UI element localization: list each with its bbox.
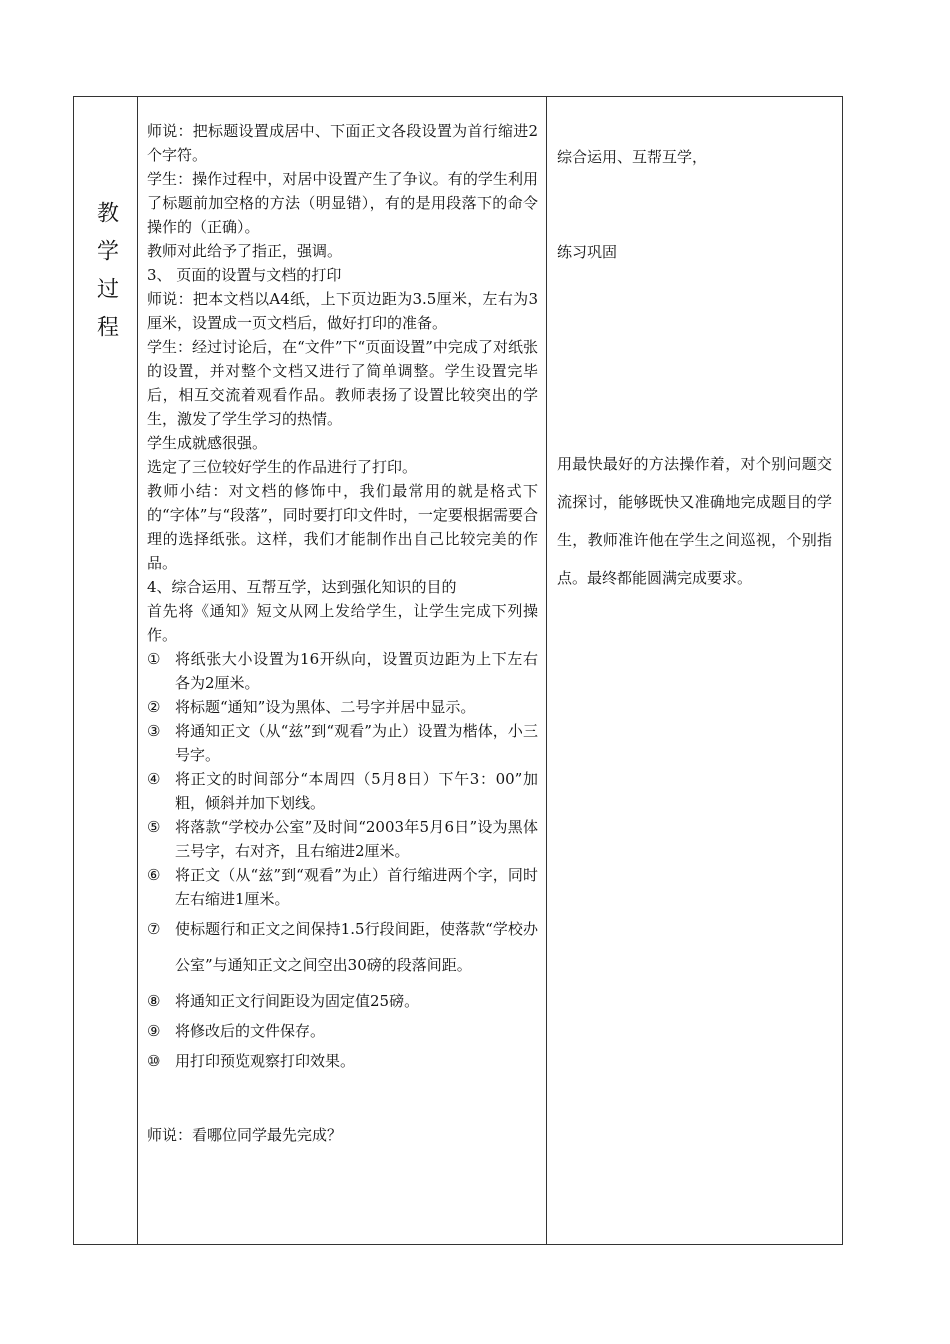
section-heading: 4、综合运用、互帮互学，达到强化知识的目的 xyxy=(147,578,457,596)
list-item xyxy=(147,989,538,1013)
step-text: 将标题“通知”设为黑体、二号字并居中显示。 xyxy=(175,698,476,716)
step-text: 将正文（从“兹”到“观看”为止）首行缩进两个字，同时左右缩进1厘米。 xyxy=(175,866,538,908)
step-number: ⑨ xyxy=(147,1022,161,1040)
paragraph: 教师对此给予了指正，强调。 xyxy=(147,242,343,260)
content-body xyxy=(138,97,546,1147)
notes-cell xyxy=(547,97,843,1245)
step-number: ⑦ xyxy=(147,920,161,938)
closing-line: 师说：看哪位同学最先完成？ xyxy=(147,1126,343,1144)
paragraph: 首先将《通知》短文从网上发给学生，让学生完成下列操作。 xyxy=(147,602,538,644)
list-item xyxy=(147,815,538,863)
content-cell xyxy=(138,97,547,1245)
note-text: 练习巩固 xyxy=(557,243,618,261)
step-text: 将正文的时间部分“本周四（5月8日）下午3：00”加粗，倾斜并加下划线。 xyxy=(175,770,538,812)
spacer xyxy=(147,1079,538,1123)
step-text: 用打印预览观察打印效果。 xyxy=(175,1052,356,1070)
paragraph: 师说：把本文档以A4纸，上下页边距为3.5厘米，左右为3厘米，设置成一页文档后，做好打印的准备。 xyxy=(147,290,538,332)
paragraph: 选定了三位较好学生的作品进行了打印。 xyxy=(147,458,418,476)
step-number: ⑤ xyxy=(147,818,161,836)
step-text: 将修改后的文件保存。 xyxy=(175,1022,326,1040)
step-number: ⑩ xyxy=(147,1052,161,1070)
note-text: 综合运用、互帮互学， xyxy=(557,148,708,166)
note-text: 用最快最好的方法操作着，对个别问题交流探讨，能够既快又准确地完成题目的学生，教师准许他在学生之间巡视，个别指点。最终都能圆满完成要求。 xyxy=(557,455,832,587)
step-text: 将纸张大小设置为16开纵向，设置页边距为上下左右各为2厘米。 xyxy=(175,650,538,692)
list-item xyxy=(147,863,538,911)
paragraph: 学生：操作过程中，对居中设置产生了争议。有的学生利用了标题前加空格的方法（明显错），有的是用段落下的命令操作的（正确）。 xyxy=(147,170,538,236)
section-label-cell xyxy=(74,97,138,1245)
list-item xyxy=(147,767,538,815)
step-number: ⑥ xyxy=(147,866,161,884)
step-text: 将通知正文（从“兹”到“观看”为止）设置为楷体，小三号字。 xyxy=(175,722,538,764)
list-item xyxy=(147,1019,538,1043)
paragraph: 学生成就感很强。 xyxy=(147,434,268,452)
paragraph: 学生：经过讨论后，在“文件”下“页面设置”中完成了对纸张的设置，并对整个文档又进行了简单调整。学生设置完毕后，相互交流着观看作品。教师表扬了设置比较突出的学生，激发了学生学习的热情。 xyxy=(147,338,538,428)
list-item xyxy=(147,695,538,719)
notes-body xyxy=(547,145,842,597)
paragraph: 教师小结：对文档的修饰中，我们最常用的就是格式下的“字体”与“段落”，同时要打印文件时，一定要根据需要合理的选择纸张。这样，我们才能制作出自己比较完美的作品。 xyxy=(147,482,538,572)
step-list xyxy=(147,647,538,1073)
lesson-table xyxy=(73,96,843,1245)
step-number: ④ xyxy=(147,770,161,788)
list-item xyxy=(147,719,538,767)
step-number: ③ xyxy=(147,722,161,740)
step-text: 将通知正文行间距设为固定值25磅。 xyxy=(175,992,420,1010)
section-label: 教学过程 xyxy=(93,201,119,353)
step-text: 将落款“学校办公室”及时间“2003年5月6日”设为黑体三号字，右对齐，且右缩进2厘米。 xyxy=(175,818,538,860)
list-item xyxy=(147,1049,538,1073)
list-item xyxy=(147,911,538,983)
paragraph: 师说：把标题设置成居中、下面正文各段设置为首行缩进2个字符。 xyxy=(147,122,538,164)
step-number: ② xyxy=(147,698,161,716)
step-text: 使标题行和正文之间保持1.5行段间距，使落款“学校办公室”与通知正文之间空出30磅的段落间距。 xyxy=(175,920,538,974)
step-number: ① xyxy=(147,650,161,668)
list-item xyxy=(147,647,538,695)
section-heading: 3、 页面的设置与文档的打印 xyxy=(147,266,342,284)
step-number: ⑧ xyxy=(147,992,161,1010)
